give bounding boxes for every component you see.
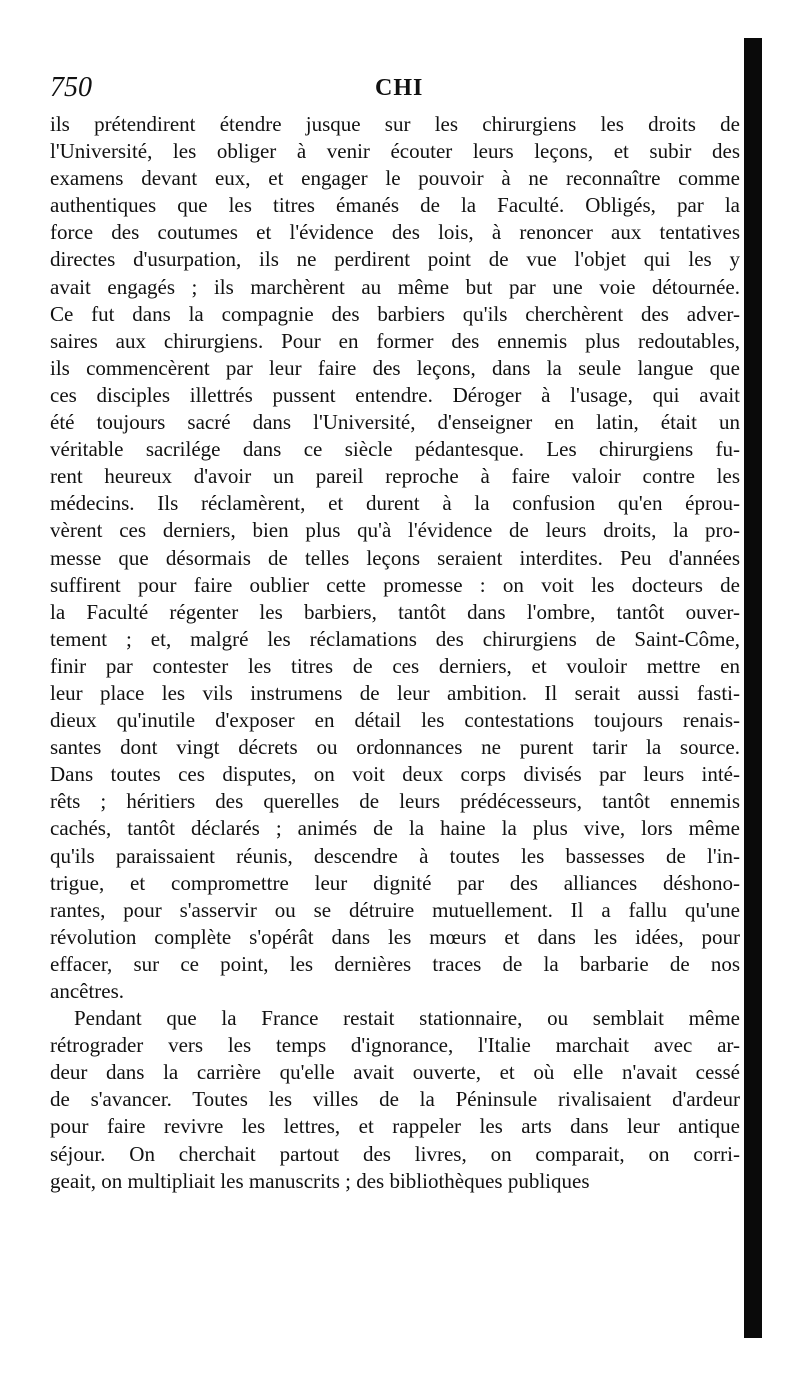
text-line: cachés, tantôt déclarés ; animés de la haine la plus vive, lors même <box>50 816 740 841</box>
text-line: vèrent ces derniers, bien plus qu'à l'évidence de leurs droits, la pro- <box>50 518 740 543</box>
text-line: leur place les vils instrumens de leur ambition. Il serait aussi fasti- <box>50 680 740 705</box>
text-line: finir par contester les titres de ces derniers, et vouloir mettre en <box>50 653 740 678</box>
text-line: suffirent pour faire oublier cette promesse : on voit les docteurs de <box>50 572 740 597</box>
page-edge-shadow <box>744 38 762 1338</box>
text-line: ancêtres. <box>50 979 125 1003</box>
page-header <box>50 70 740 106</box>
text-line: effacer, sur ce point, les dernières traces de la barbarie de nos <box>50 951 740 976</box>
text-line: ils prétendirent étendre jusque sur les chirurgiens les droits de <box>50 112 740 136</box>
text-line: authentiques que les titres émanés de la Faculté. Obligés, par la <box>50 193 740 218</box>
running-head: CHI <box>375 75 424 101</box>
text-line: Dans toutes ces disputes, on voit deux corps divisés par leurs inté- <box>50 762 740 787</box>
text-line: véritable sacrilége dans ce siècle pédantesque. Les chirurgiens fu- <box>50 437 740 462</box>
text-line: trigue, et compromettre leur dignité par des alliances déshono- <box>50 870 740 895</box>
text-line: rantes, pour s'asservir ou se détruire mutuellement. Il a fallu qu'une <box>50 897 740 922</box>
text-line: l'Université, les obliger à venir écouter leurs leçons, et subir des <box>50 139 740 164</box>
text-line: médecins. Ils réclamèrent, et durent à la confusion qu'en éprou- <box>50 491 740 516</box>
text-line: saires aux chirurgiens. Pour en former des ennemis plus redoutables, <box>50 328 740 353</box>
text-line: ces disciples illettrés pussent entendre. Déroger à l'usage, qui avait <box>50 382 740 407</box>
text-line: tement ; et, malgré les réclamations des chirurgiens de Saint-Côme, <box>50 626 740 651</box>
text-line: révolution complète s'opérât dans les mœurs et dans les idées, pour <box>50 924 740 949</box>
text-line: ils commencèrent par leur faire des leçons, dans la seule langue que <box>50 355 740 380</box>
text-line: séjour. On cherchait partout des livres, on comparait, on corri- <box>50 1141 740 1166</box>
text-body <box>50 111 740 1195</box>
text-line: qu'ils paraissaient réunis, descendre à toutes les bassesses de l'in- <box>50 843 740 868</box>
text-line: force des coutumes et l'évidence des lois, à renoncer aux tentatives <box>50 220 740 245</box>
text-line: Ce fut dans la compagnie des barbiers qu'ils cherchèrent des adver- <box>50 301 740 326</box>
text-line: directes d'usurpation, ils ne perdirent point de vue l'objet qui les y <box>50 247 740 272</box>
text-line: messe que désormais de telles leçons seraient interdites. Peu d'années <box>50 545 740 570</box>
text-line: rêts ; héritiers des querelles de leurs prédécesseurs, tantôt ennemis <box>50 789 740 814</box>
text-line: santes dont vingt décrets ou ordonnances ne purent tarir la source. <box>50 735 740 760</box>
text-line: examens devant eux, et engager le pouvoir à ne reconnaître comme <box>50 166 740 191</box>
text-line: rétrograder vers les temps d'ignorance, l'Italie marchait avec ar- <box>50 1033 740 1058</box>
text-line: rent heureux d'avoir un pareil reproche à faire valoir contre les <box>50 464 740 489</box>
text-line: été toujours sacré dans l'Université, d'enseigner en latin, était un <box>50 410 740 435</box>
text-line: geait, on multipliait les manuscrits ; des bibliothèques publiques <box>50 1168 590 1193</box>
text-line: pour faire revivre les lettres, et rappeler les arts dans leur antique <box>50 1114 740 1139</box>
text-line: de s'avancer. Toutes les villes de la Péninsule rivalisaient d'ardeur <box>50 1087 740 1112</box>
text-line: Pendant que la France restait stationnaire, ou semblait même <box>74 1006 740 1031</box>
text-line: la Faculté régenter les barbiers, tantôt dans l'ombre, tantôt ouver- <box>50 599 740 624</box>
page-number: 750 <box>50 72 92 103</box>
text-line: avait engagés ; ils marchèrent au même but par une voie détournée. <box>50 274 740 299</box>
text-line: deur dans la carrière qu'elle avait ouverte, et où elle n'avait cessé <box>50 1060 740 1085</box>
text-line: dieux qu'inutile d'exposer en détail les contestations toujours renais- <box>50 708 740 733</box>
